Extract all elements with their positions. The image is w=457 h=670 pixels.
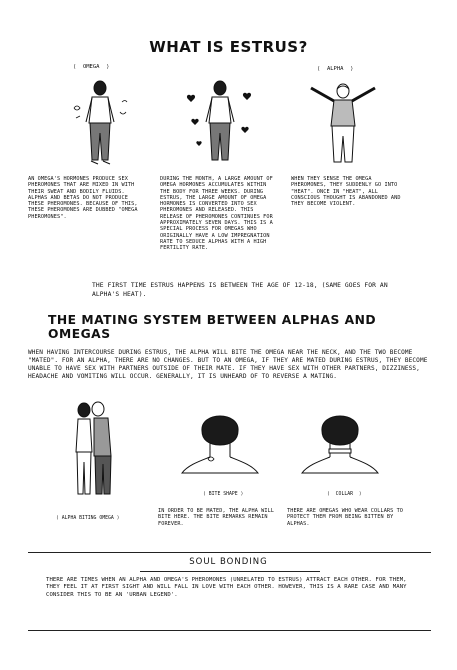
bite-shape-label: ⟨ BITE SHAPE ⟩	[203, 492, 244, 497]
alpha-biting-omega-label: ⟨ ALPHA BITING OMEGA ⟩	[56, 516, 120, 521]
page-title: WHAT IS ESTRUS?	[149, 38, 308, 56]
collar-neck-illustration	[300, 405, 380, 475]
estrus-process-caption: DURING THE MONTH, A LARGE AMOUNT OF OMEGA HORMONES ACCUMULATES WITHIN THE BODY FOR THREE WEEKS. DURING ESTRUS, THE LARGE AMOUNT OF OMEGA HORMONES IS CONVERTED INTO SEX PHEROMONES AND RELEASED. THIS RELEASE OF PHEROMONES CONTINUES FOR APPROXIMATELY SEVEN DAYS. THIS IS A SPECIAL PROCESS FOR OMEGAS WHO ORIGINALLY HAVE A LOW IMPREGNATION RATE TO SEDUCE ALPHAS WITH A HIGH FERTILITY RATE.	[160, 176, 273, 252]
mating-section-title: THE MATING SYSTEM BETWEEN ALPHAS AND OMEGAS	[48, 313, 377, 341]
omega-pheromones-caption: AN OMEGA'S HORMONES PRODUCE SEX PHEROMONES THAT ARE MIXED IN WITH THEIR SWEAT AND BODILY FLUIDS. ALPHAS AND BETAS DO NOT PRODUCE THESE PHEROMONES. BECAUSE OF THIS, THESE PHEROMONES ARE DUBBED "OMEGA PHEROMONES".	[28, 176, 138, 220]
omega-heat-figure-illustration	[185, 78, 255, 168]
soul-bonding-top-rule	[28, 552, 431, 553]
omega-label: ⟨ OMEGA ⟩	[73, 64, 110, 70]
alpha-heat-caption: WHEN THEY SENSE THE OMEGA PHEROMONES, THEY SUDDENLY GO INTO "HEAT". ONCE IN "HEAT", ALL CONSCIOUS THOUGHT IS ABANDONED AND THEY BECOME VIOLENT.	[291, 176, 401, 208]
mating-section-body: WHEN HAVING INTERCOURSE DURING ESTRUS, THE ALPHA WILL BITE THE OMEGA NEAR THE NECK, AND THE TWO BECOME "MATED". FOR AN ALPHA, THERE ARE NO CHANGES. BUT TO AN OMEGA, IF THEY ARE MATED DURING ESTRUS, THEY BECOME UNABLE TO HAVE SEX WITH PARTNERS OUTSIDE OF THEIR MATE. IF THEY HAVE SEX WITH OTHER PARTNERS, DIZZINESS, HEADACHE AND VOMITING WILL OCCUR. GENERALLY, IT IS UNHEARD OF TO REVERSE A MATING.	[28, 349, 428, 380]
omega-figure-illustration	[70, 78, 130, 168]
collar-label: ⟨ COLLAR ⟩	[327, 492, 362, 497]
alpha-label: ⟨ ALPHA ⟩	[317, 66, 354, 72]
alpha-figure-illustration	[303, 78, 383, 168]
soul-bonding-title: SOUL BONDING	[189, 557, 268, 567]
first-estrus-note: THE FIRST TIME ESTRUS HAPPENS IS BETWEEN THE AGE OF 12-18, (SAME GOES FOR AN ALPHA'S HEAT).	[92, 282, 388, 298]
soul-bonding-bottom-rule	[28, 630, 431, 631]
collar-caption: THERE ARE OMEGAS WHO WEAR COLLARS TO PROTECT THEM FROM BEING BITTEN BY ALPHAS.	[287, 508, 404, 527]
bite-shape-neck-illustration	[180, 405, 260, 475]
soul-bonding-body: THERE ARE TIMES WHEN AN ALPHA AND OMEGA'S PHEROMONES (UNRELATED TO ESTRUS) ATTRACT EACH OTHER. FOR THEM, THEY FEEL IT AT FIRST SIGHT AND WILL FALL IN LOVE WITH EACH OTHER. HOWEVER, THIS IS A RARE CASE AND MANY CONSIDER THIS TO BE AN 'URBAN LEGEND'.	[46, 577, 407, 598]
bite-caption: IN ORDER TO BE MATED, THE ALPHA WILL BITE HERE. THE BITE REMARKS REMAIN FOREVER.	[158, 508, 275, 527]
alpha-biting-omega-illustration	[68, 400, 120, 498]
soul-bonding-title-rule	[140, 571, 320, 572]
